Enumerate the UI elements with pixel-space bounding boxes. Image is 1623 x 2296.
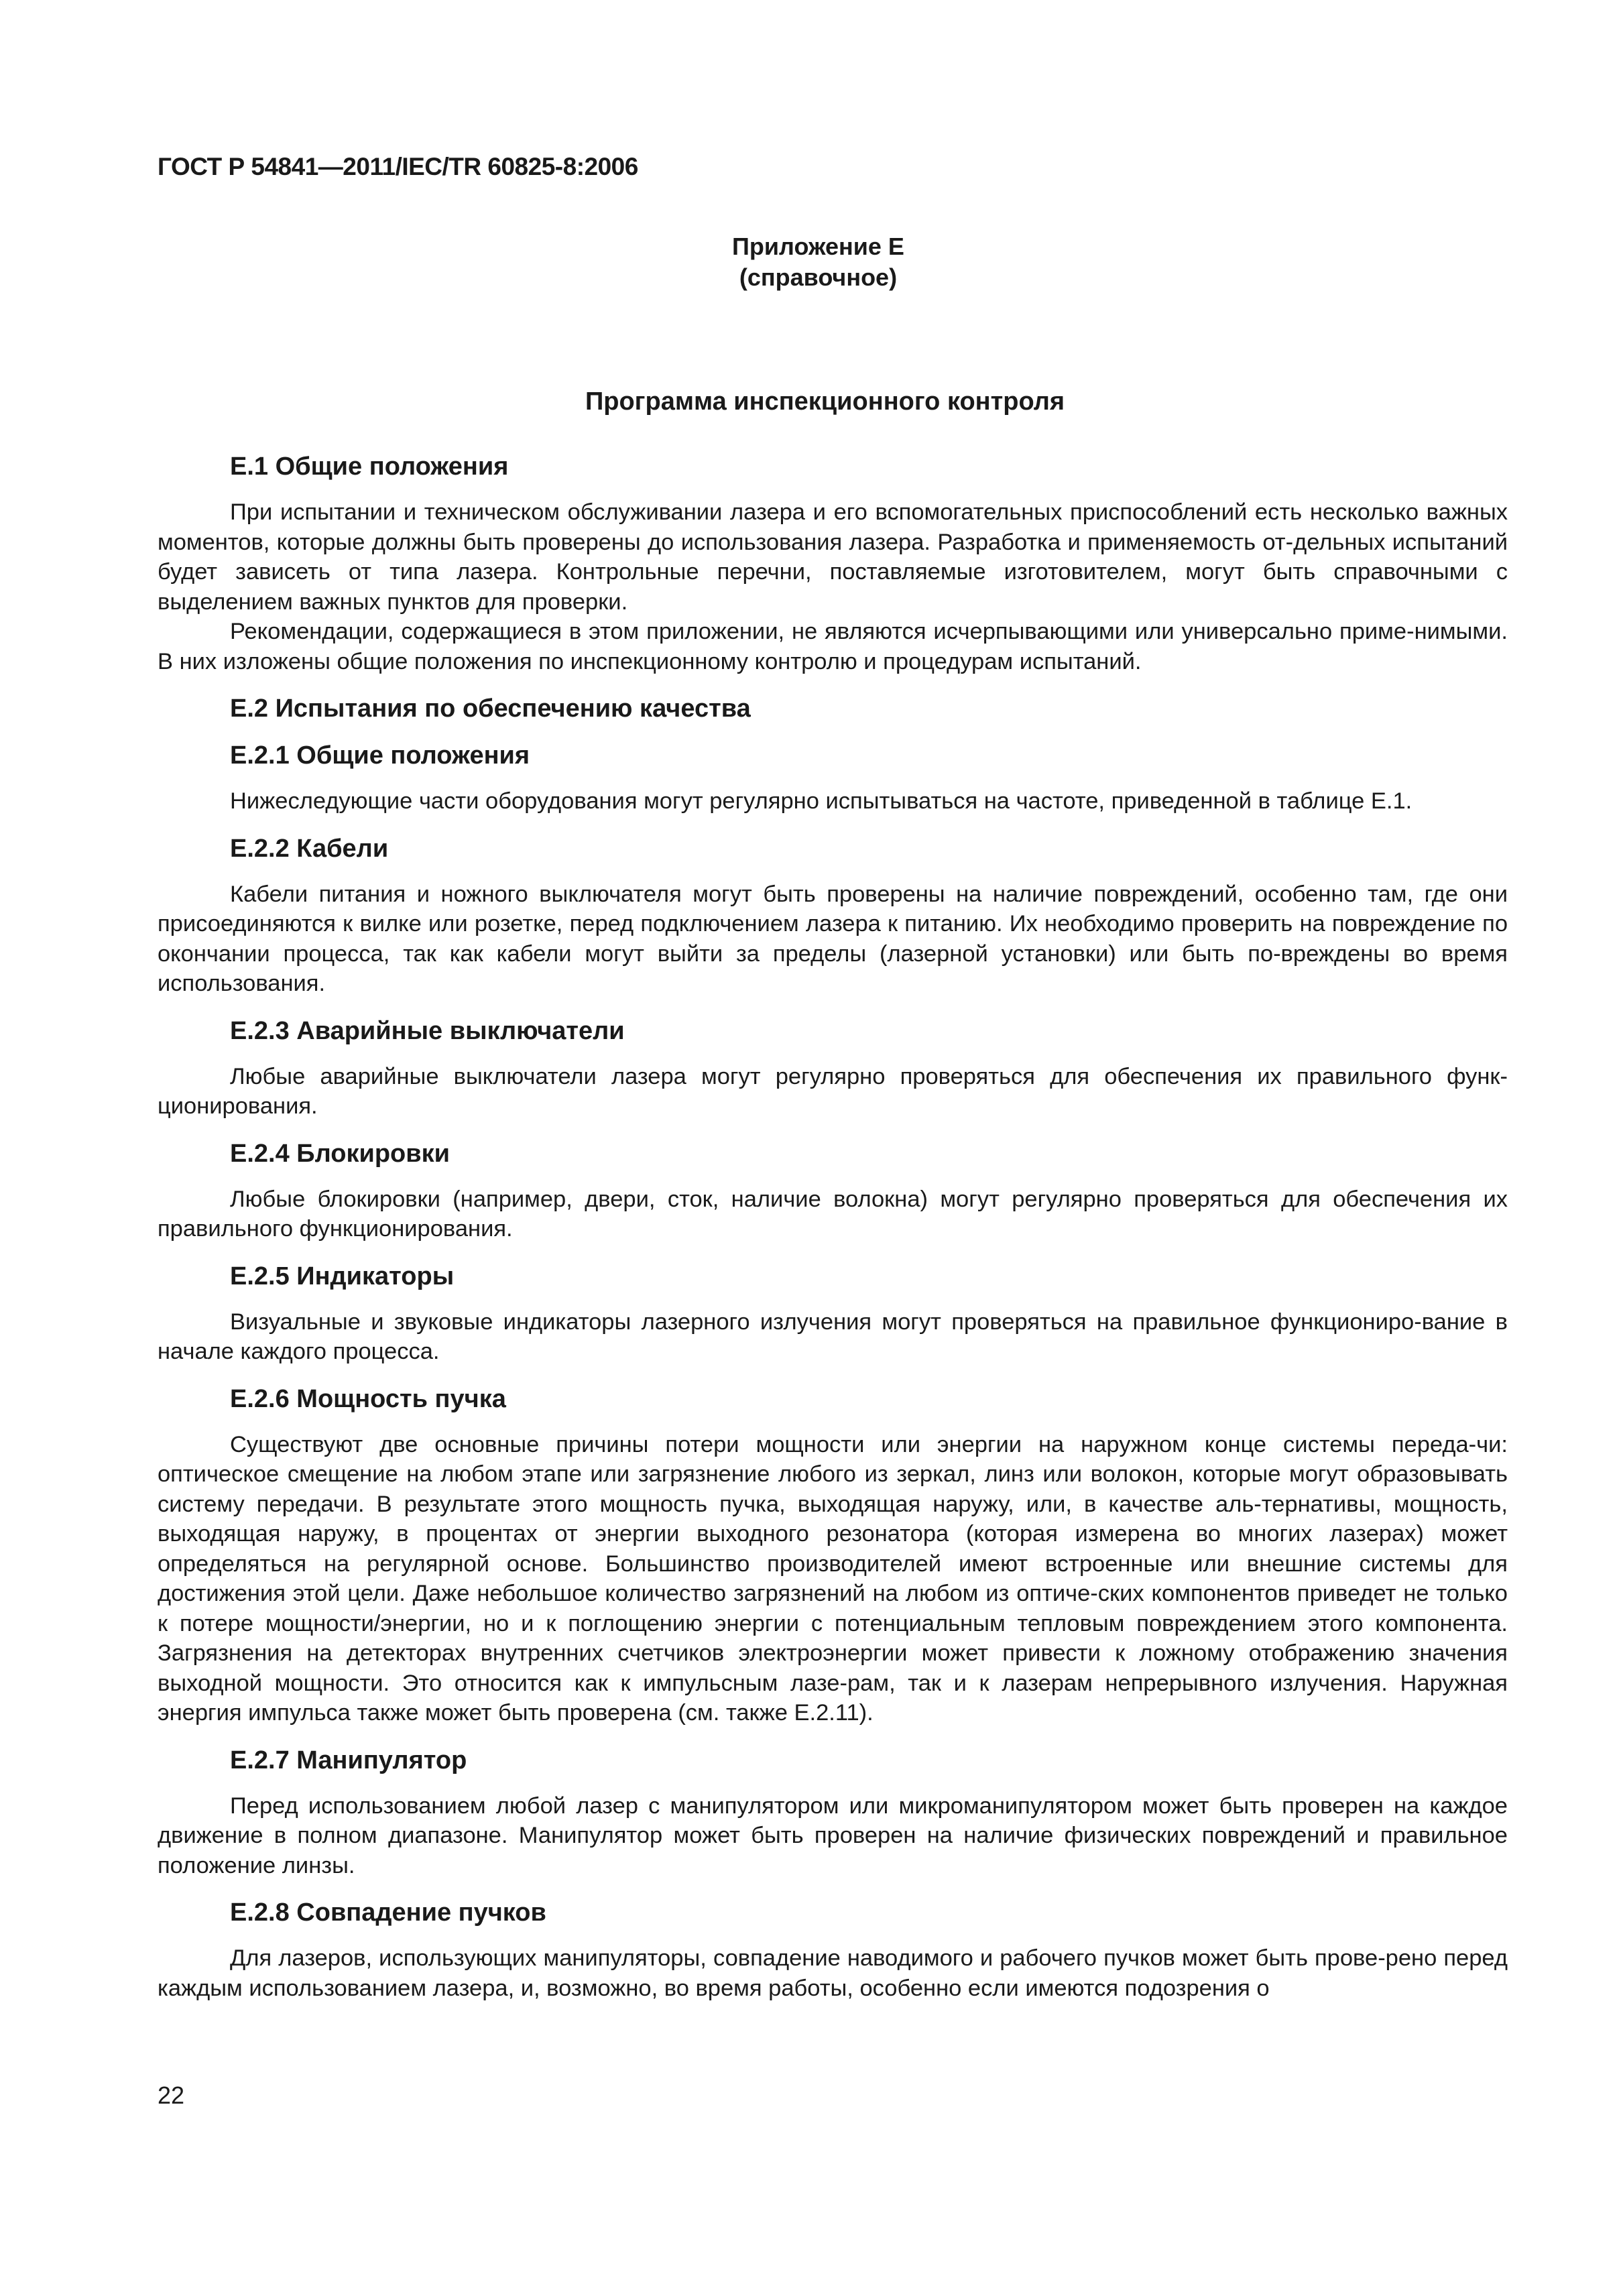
section-heading: Е.2.2 Кабели <box>230 834 389 863</box>
paragraph: Любые аварийные выключатели лазера могут регулярно проверяться для обеспечения их правильного функ-ционирования. <box>158 1063 1508 1119</box>
section-heading: Е.2.5 Индикаторы <box>230 1262 455 1290</box>
section-e2-5 <box>158 1260 1508 1367</box>
section-heading: Е.2.1 Общие положения <box>230 741 530 770</box>
page-number: 22 <box>158 2081 185 2109</box>
document-title: Программа инспекционного контроля <box>585 387 1065 416</box>
section-e2-2 <box>158 833 1508 999</box>
paragraph: Перед использованием любой лазер с манипулятором или микроманипулятором может быть проверен на каждое движение в полном диапазоне. Манипулятор может быть проверен на наличие физических повреждений и правильное положение линзы. <box>158 1793 1508 1878</box>
paragraph: Существуют две основные причины потери мощности или энергии на наружном конце системы переда-чи: оптическое смещение на любом этапе или загрязнение любого из зеркал, линз или волокон, которые могут образовывать систему передачи. В результате этого мощность пучка, выходящая наружу, или, в качестве аль-тернативы, мощность, выходящая наружу, в процентах от энергии выходного резонатора (которая измерена во многих лазерах) может определяться на регулярной основе. Большинство производителей имеют встроенные или внешние системы для достижения этой цели. Даже небольшое количество загрязнений на любом из оптиче-ских компонентов приведет не только к потере мощности/энергии, но и к поглощению энергии с потенциальным тепловым повреждением этого компонента. Загрязнения на детекторах внутренних счетчиков электроэнергии может привести к ложному отображению значения выходной мощности. Это относится как к импульсным лазе-рам, так и к лазерам непрерывного излучения. Наружная энергия импульса также может быть проверена (см. также Е.2.11). <box>158 1431 1508 1726</box>
standard-header: ГОСТ Р 54841—2011/IEC/TR 60825-8:2006 <box>158 153 638 180</box>
paragraph: Кабели питания и ножного выключателя могут быть проверены на наличие повреждений, особенно там, где они присоединяются к вилке или розетке, перед подключением лазера к питанию. Их необходимо проверить на повреждение по окончании процесса, так как кабели могут выйти за пределы (лазерной установки) или быть по-вреждены во время использования. <box>158 881 1508 996</box>
section-e2-3 <box>158 1015 1508 1122</box>
section-e1 <box>158 450 1508 676</box>
section-heading: Е.2.6 Мощность пучка <box>230 1384 506 1413</box>
appendix-type: (справочное) <box>739 263 898 291</box>
paragraph: Для лазеров, использующих манипуляторы, совпадение наводимого и рабочего пучков может быть прове-рено перед каждым использованием лазера, и, возможно, во время работы, особенно если имеются подозрения о <box>158 1945 1508 2001</box>
appendix-heading <box>0 231 1623 293</box>
paragraph: Визуальные и звуковые индикаторы лазерного излучения могут проверяться на правильное функциониро-вание в начале каждого процесса. <box>158 1309 1508 1364</box>
section-heading: Е.2.7 Манипулятор <box>230 1746 467 1774</box>
section-e2-4 <box>158 1138 1508 1244</box>
section-heading: Е.1 Общие положения <box>230 452 509 481</box>
section-e2-6 <box>158 1383 1508 1728</box>
paragraph: Любые блокировки (например, двери, сток, наличие волокна) могут регулярно проверяться для обеспечения их правильного функционирования. <box>158 1186 1508 1242</box>
paragraph: Нижеследующие части оборудования могут регулярно испытываться на частоте, приведенной в таблице Е.1. <box>230 788 1412 814</box>
section-heading: Е.2.4 Блокировки <box>230 1139 450 1168</box>
section-e2-7 <box>158 1744 1508 1881</box>
document-body <box>158 450 1508 2019</box>
paragraph: При испытании и техническом обслуживании лазера и его вспомогательных приспособлений есть несколько важных моментов, которые должны быть проверены до использования лазера. Разработка и применяемость от-дельных испытаний будет зависеть от типа лазера. Контрольные перечни, поставляемые изготовителем, могут быть справочными с выделением важных пунктов для проверки. <box>158 499 1508 615</box>
section-heading: Е.2 Испытания по обеспечению качества <box>230 694 751 723</box>
section-e2 <box>158 692 1508 725</box>
paragraph: Рекомендации, содержащиеся в этом приложении, не являются исчерпывающими или универсально приме-нимыми. В них изложены общие положения по инспекционному контролю и процедурам испытаний. <box>158 619 1508 674</box>
section-e2-8 <box>158 1896 1508 2003</box>
section-heading: Е.2.3 Аварийные выключатели <box>230 1016 625 1045</box>
section-e2-1 <box>158 739 1508 817</box>
section-heading: Е.2.8 Совпадение пучков <box>230 1898 546 1927</box>
appendix-label: Приложение Е <box>732 233 904 260</box>
